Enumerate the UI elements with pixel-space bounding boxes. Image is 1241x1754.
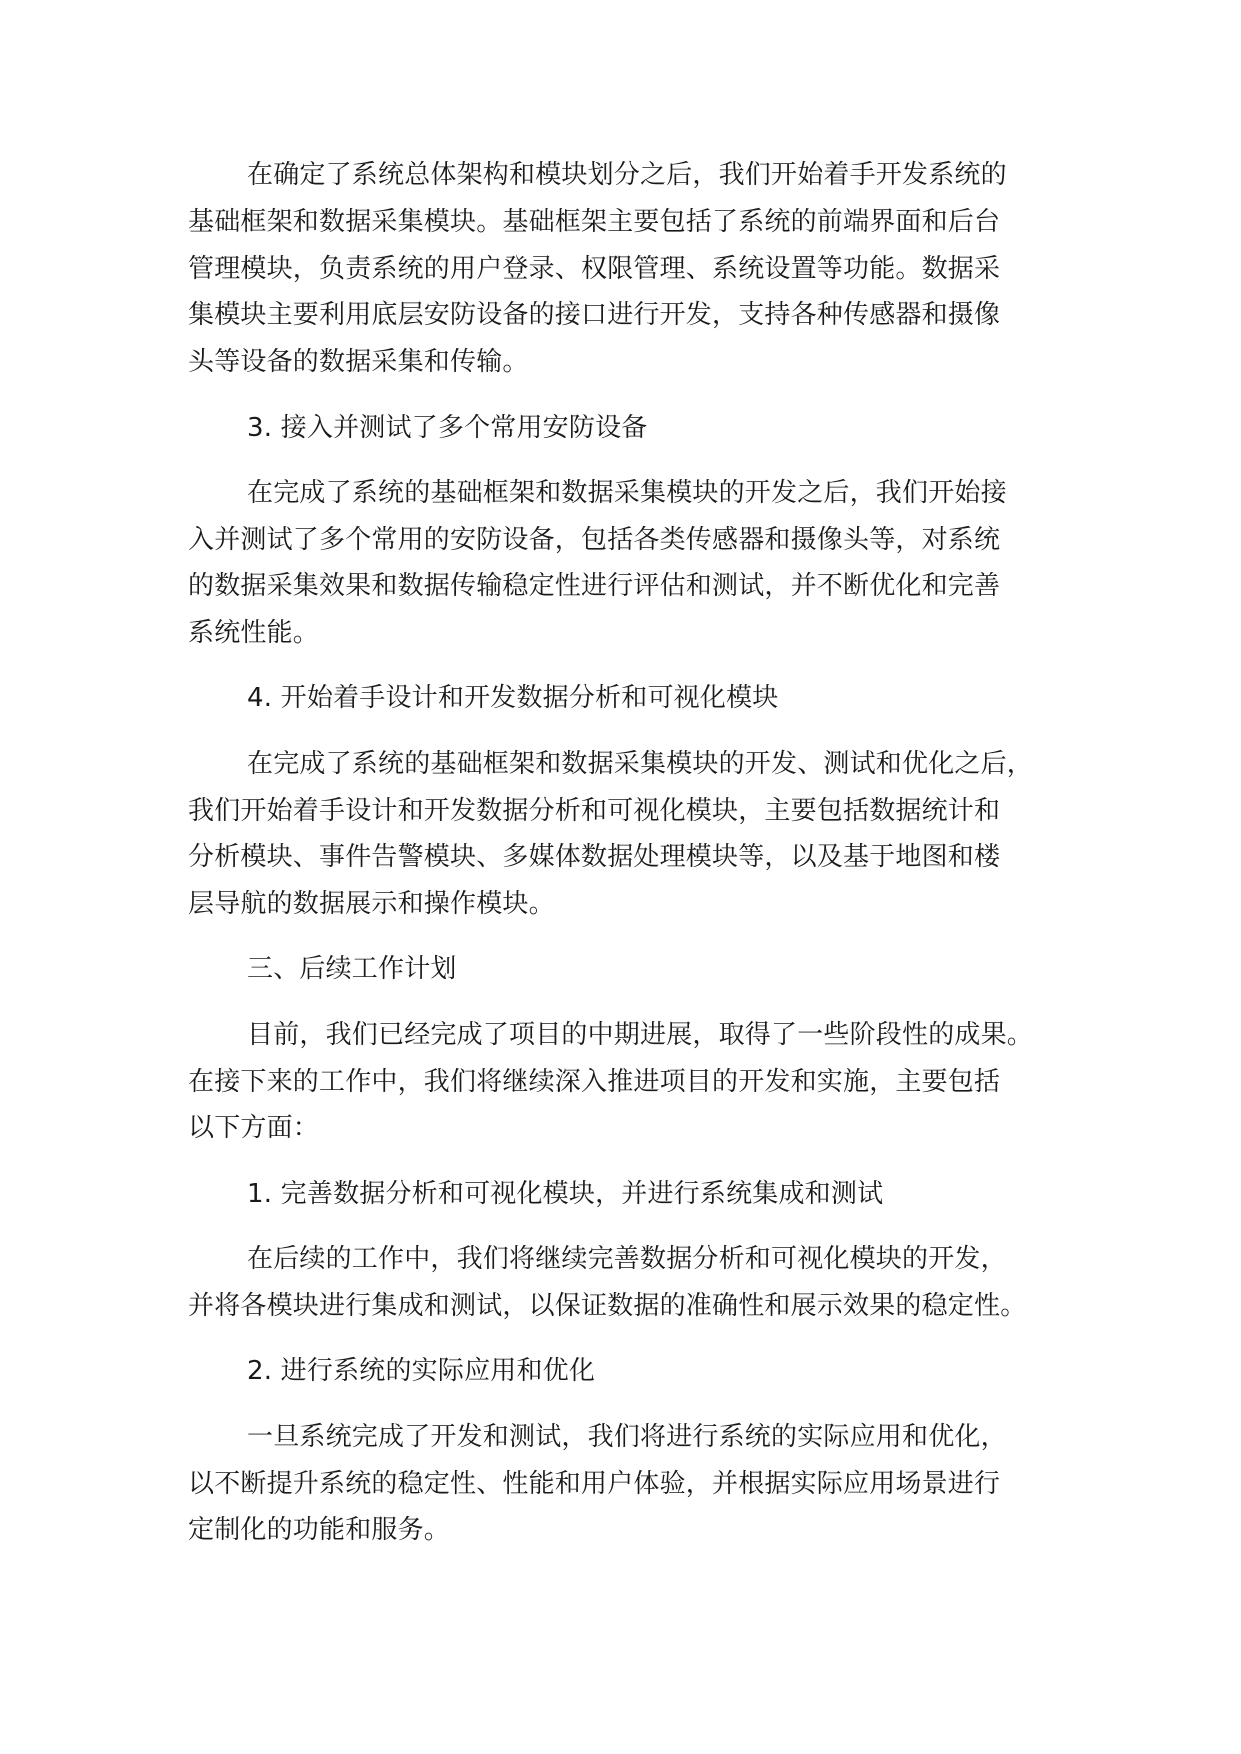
paragraph-line: 在接下来的工作中，我们将继续深入推进项目的开发和实施，主要包括 <box>188 1067 1001 1097</box>
paragraph-line: 一旦系统完成了开发和测试，我们将进行系统的实际应用和优化， <box>247 1422 1007 1452</box>
paragraph-line: 管理模块，负责系统的用户登录、权限管理、系统设置等功能。数据采 <box>188 254 1001 284</box>
paragraph-line: 的数据采集效果和数据传输稳定性进行评估和测试，并不断优化和完善 <box>188 571 1001 601</box>
paragraph-line: 分析模块、事件告警模块、多媒体数据处理模块等，以及基于地图和楼 <box>188 842 1001 872</box>
paragraph-line: 在完成了系统的基础框架和数据采集模块的开发之后，我们开始接 <box>247 478 1007 508</box>
section-heading: 3. 接入并测试了多个常用安防设备 <box>247 413 648 443</box>
section-heading: 2. 进行系统的实际应用和优化 <box>247 1356 596 1386</box>
paragraph-line: 我们开始着手设计和开发数据分析和可视化模块，主要包括数据统计和 <box>188 796 1001 826</box>
paragraph-line: 在确定了系统总体架构和模块划分之后，我们开始着手开发系统的 <box>247 160 1007 190</box>
paragraph-line: 层导航的数据展示和操作模块。 <box>188 889 555 919</box>
section-heading: 三、后续工作计划 <box>247 954 457 984</box>
paragraph-line: 定制化的功能和服务。 <box>188 1515 451 1545</box>
paragraph-line: 入并测试了多个常用的安防设备，包括各类传感器和摄像头等，对系统 <box>188 525 1001 555</box>
paragraph-line: 头等设备的数据采集和传输。 <box>188 347 529 377</box>
section-heading: 4. 开始着手设计和开发数据分析和可视化模块 <box>247 683 779 713</box>
paragraph-line: 以不断提升系统的稳定性、性能和用户体验，并根据实际应用场景进行 <box>188 1469 1001 1499</box>
paragraph-line: 在完成了系统的基础框架和数据采集模块的开发、测试和优化之后， <box>247 749 1034 779</box>
paragraph-line: 在后续的工作中，我们将继续完善数据分析和可视化模块的开发， <box>247 1244 1007 1274</box>
paragraph-line: 集模块主要利用底层安防设备的接口进行开发，支持各种传感器和摄像 <box>188 300 1001 330</box>
paragraph-line: 并将各模块进行集成和测试，以保证数据的准确性和展示效果的稳定性。 <box>188 1291 1027 1321</box>
section-heading: 1. 完善数据分析和可视化模块，并进行系统集成和测试 <box>247 1179 884 1209</box>
paragraph-line: 基础框架和数据采集模块。基础框架主要包括了系统的前端界面和后台 <box>188 207 1001 237</box>
paragraph-line: 目前，我们已经完成了项目的中期进展，取得了一些阶段性的成果。 <box>247 1020 1034 1050</box>
paragraph-line: 系统性能。 <box>188 618 320 648</box>
paragraph-line: 以下方面： <box>188 1113 320 1143</box>
